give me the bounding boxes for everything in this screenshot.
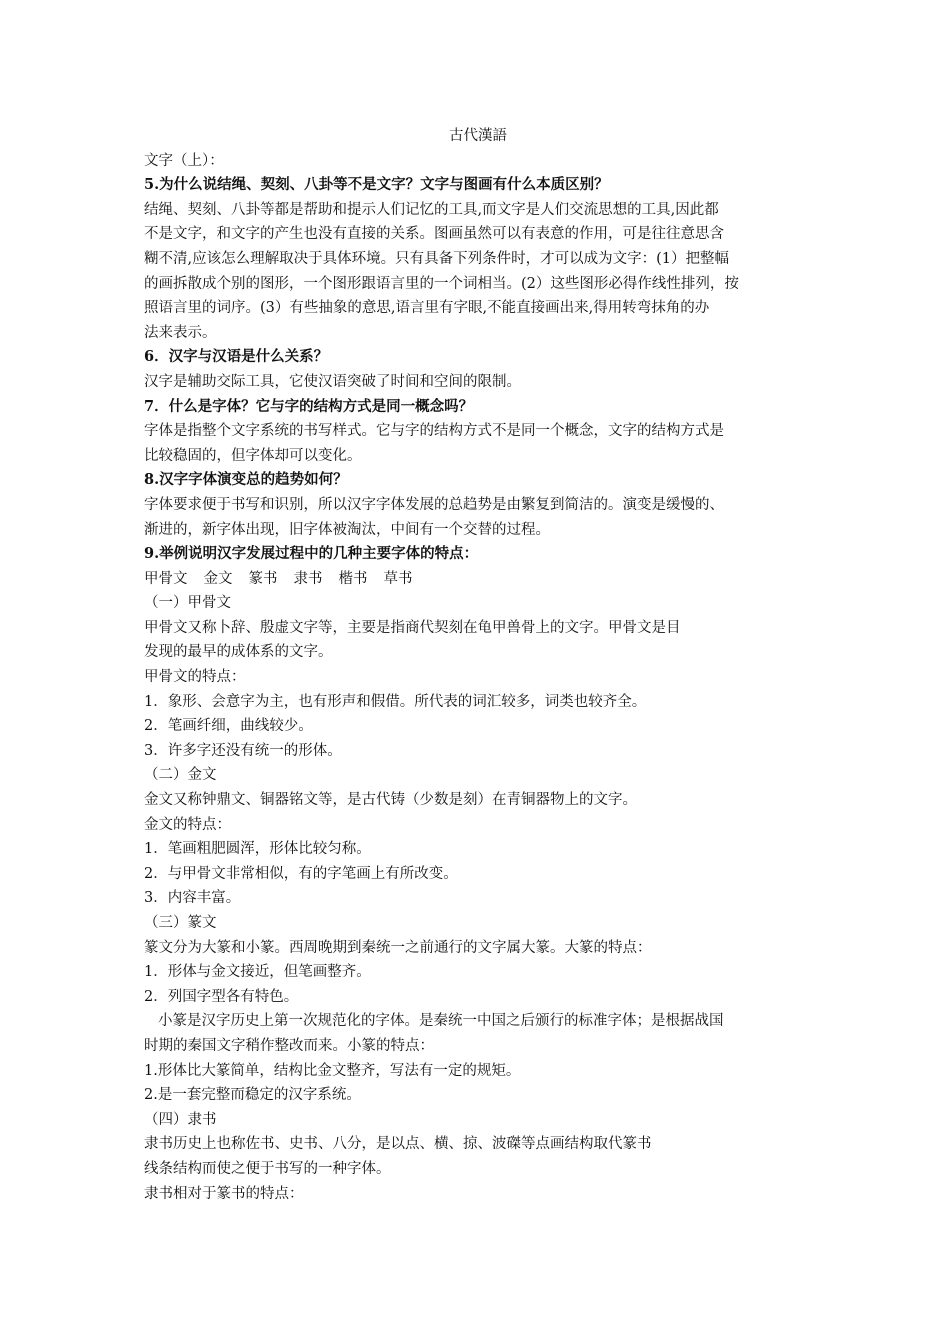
xiaozhuan-intro-line: 小篆是汉字历史上第一次规范化的字体。是秦统一中国之后颁行的标准字体；是根据战国 (158, 1013, 724, 1030)
jinwen-feature: 2．与甲骨文非常相似，有的字笔画上有所改变。 (144, 865, 458, 882)
zhuanwen-feature: 1．形体与金文接近，但笔画整齐。 (144, 964, 371, 981)
xiaozhuan-intro-line: 时期的秦国文字稍作整改而来。小篆的特点： (144, 1037, 434, 1054)
jiaguwen-feature: 3．许多字还没有统一的形体。 (144, 742, 342, 759)
answer-5-line: 结绳、契刻、八卦等都是帮助和提示人们记忆的工具,而文字是人们交流思想的工具,因此都 (144, 201, 719, 218)
answer-5-line: 照语言里的词序。(3）有些抽象的意思,语言里有字眼,不能直接画出来,得用转弯抹角的办 (144, 300, 710, 317)
question-7: 7．什么是字体？它与字的结构方式是同一概念吗？ (144, 397, 474, 415)
jinwen-intro-line: 金文又称钟鼎文、铜器铭文等，是古代铸（少数是刻）在青铜器物上的文字。 (144, 792, 637, 809)
answer-8-line: 渐进的，新字体出现，旧字体被淘汰，中间有一个交替的过程。 (144, 521, 550, 538)
jiaguwen-features-label: 甲骨文的特点： (144, 669, 246, 686)
answer-7-line: 比较稳固的，但字体却可以变化。 (144, 447, 362, 464)
answer-5-line: 的画拆散成个别的图形，一个图形跟语言里的一个词相当。(2）这些图形必得作线性排列，按 (144, 275, 739, 292)
jinwen-features-label: 金文的特点： (144, 816, 231, 833)
xiaozhuan-feature: 2.是一套完整而稳定的汉字系统。 (144, 1087, 361, 1104)
script-form-item: 金文 (203, 570, 233, 587)
answer-5-line: 法来表示。 (144, 324, 217, 341)
question-8: 8.汉字字体演变总的趋势如何？ (144, 471, 348, 489)
jiaguwen-intro-line: 甲骨文又称卜辞、殷虚文字等，主要是指商代契刻在龟甲兽骨上的文字。甲骨文是目 (144, 619, 681, 636)
jiaguwen-intro-line: 发现的最早的成体系的文字。 (144, 644, 333, 661)
question-6: 6．汉字与汉语是什么关系？ (144, 348, 329, 366)
jiaguwen-heading: （一）甲骨文 (144, 595, 231, 612)
jinwen-heading: （二）金文 (144, 767, 217, 784)
script-form-item: 草书 (383, 570, 413, 587)
zhuanwen-heading: （三）篆文 (144, 915, 217, 931)
answer-5-line: 糊不清,应该怎么理解取决于具体环境。只有具备下列条件时，才可以成为文字：(1）把整幅 (144, 250, 729, 267)
section-heading: 文字（上）： (144, 152, 224, 169)
answer-6-line: 汉字是辅助交际工具，它使汉语突破了时间和空间的限制。 (144, 373, 521, 390)
question-5: 5.为什么说结绳、契刻、八卦等不是文字？文字与图画有什么本质区别？ (144, 176, 609, 194)
script-forms-list (144, 567, 812, 592)
jinwen-feature: 3．内容丰富。 (144, 890, 241, 907)
answer-8-line: 字体要求便于书写和识别，所以汉字字体发展的总趋势是由繁复到简洁的。演变是缓慢的、 (144, 496, 724, 513)
jiaguwen-feature: 2．笔画纤细，曲线较少。 (144, 718, 313, 735)
document-page (144, 124, 812, 1206)
lishu-heading: （四）隶书 (144, 1111, 217, 1128)
answer-5-line: 不是文字，和文字的产生也没有直接的关系。图画虽然可以有表意的作用，可是往往意思含 (144, 226, 724, 243)
script-form-item: 甲骨文 (144, 570, 188, 587)
zhuanwen-intro-line: 篆文分为大篆和小篆。西周晚期到秦统一之前通行的文字属大篆。大篆的特点： (144, 939, 652, 956)
lishu-intro-line: 线条结构而使之便于书写的一种字体。 (144, 1160, 391, 1177)
script-form-item: 楷书 (338, 570, 368, 587)
zhuanwen-feature: 2．列国字型各有特色。 (144, 988, 299, 1005)
lishu-features-label: 隶书相对于篆书的特点： (144, 1185, 304, 1202)
jiaguwen-feature: 1．象形、会意字为主，也有形声和假借。所代表的词汇较多，词类也较齐全。 (144, 693, 647, 710)
jinwen-feature: 1．笔画粗肥圆浑，形体比较匀称。 (144, 841, 371, 858)
lishu-intro-line: 隶书历史上也称佐书、史书、八分，是以点、横、掠、波磔等点画结构取代篆书 (144, 1136, 652, 1153)
question-9: 9.举例说明汉字发展过程中的几种主要字体的特点： (144, 545, 479, 563)
document-title: 古代漢語 (449, 128, 507, 144)
script-form-item: 隶书 (293, 570, 323, 587)
xiaozhuan-feature: 1.形体比大篆简单，结构比金文整齐，写法有一定的规矩。 (144, 1062, 521, 1079)
script-form-item: 篆书 (248, 570, 278, 587)
answer-7-line: 字体是指整个文字系统的书写样式。它与字的结构方式不是同一个概念，文字的结构方式是 (144, 423, 724, 440)
